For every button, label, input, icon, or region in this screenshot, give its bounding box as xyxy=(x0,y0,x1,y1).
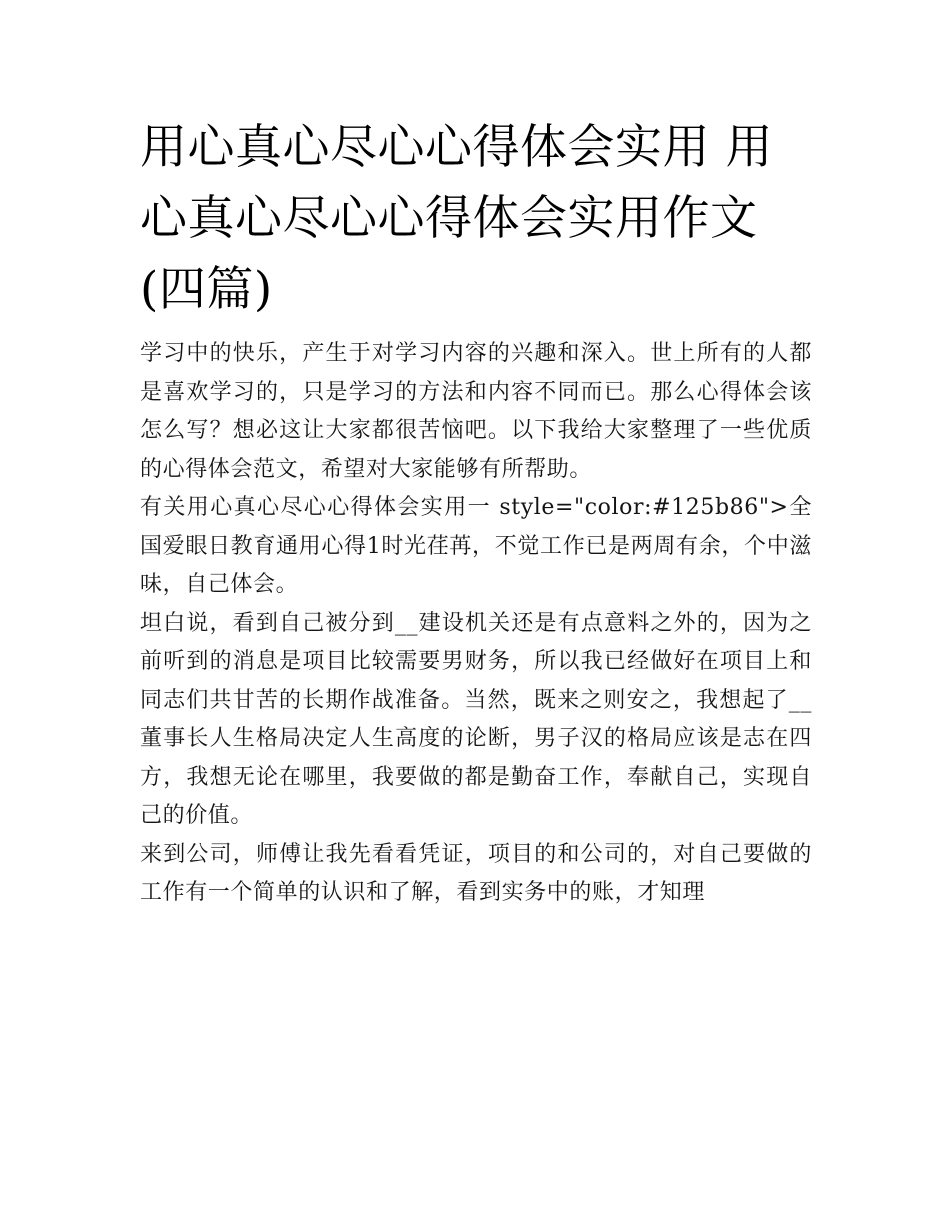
paragraph-assignment: 坦白说，看到自己被分到__建设机关还是有点意料之外的，因为之前听到的消息是项目比较需要男财务，所以我已经做好在项目上和同志们共甘苦的长期作战准备。当然，既来之则安之，我想起了__董事长人生格局决定人生高度的论断，男子汉的格局应该是志在四方，我想无论在哪里，我要做的都是勤奋工作，奉献自己，实现自己的价值。 xyxy=(140,610,812,828)
paragraph-company: 来到公司，师傅让我先看看凭证，项目的和公司的，对自己要做的工作有一个简单的认识和了解，看到实务中的账，才知理 xyxy=(140,841,812,905)
paragraph-intro: 学习中的快乐，产生于对学习内容的兴趣和深入。世上所有的人都是喜欢学习的，只是学习的方法和内容不同而已。那么心得体会该怎么写？想必这让大家都很苦恼吧。以下我给大家整理了一些优质的心得体会范文，希望对大家能够有所帮助。 xyxy=(140,341,812,482)
document-title: 用心真心尽心心得体会实用 用心真心尽心心得体会实用作文(四篇) xyxy=(140,120,773,317)
paragraph-heading-one: 有关用心真心尽心心得体会实用一 style="color:#125b86">全国爱眼日教育通用心得1时光荏苒，不觉工作已是两周有余，个中滋味，自己体会。 xyxy=(140,495,812,597)
document-page xyxy=(140,112,812,913)
